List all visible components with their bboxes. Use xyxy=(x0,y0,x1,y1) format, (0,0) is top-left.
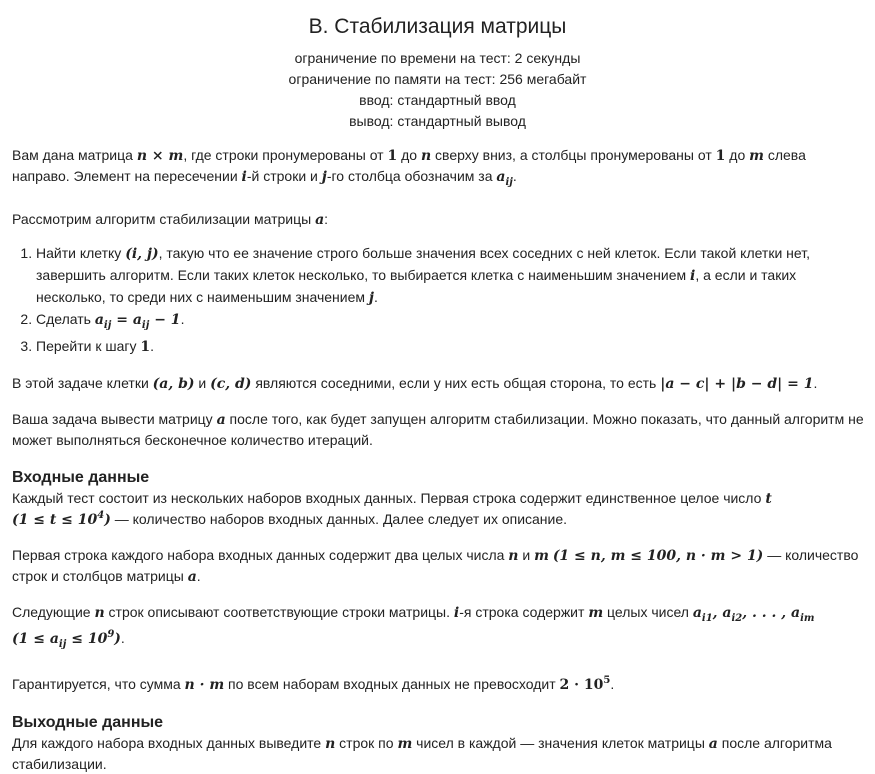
statement-paragraph-4: Ваша задача вывести матрицу a после того, как будет запущен алгоритм стабилизации. Можно показать, что данный алгоритм не может выполняться бесконечное количество итераций. xyxy=(12,410,864,448)
statement-paragraph-3: В этой задаче клетки (a, b) и (c, d) являются соседними, если у них есть общая сторона, то есть |a − c| + |b − d| = 1. xyxy=(12,374,818,392)
algorithm-step-3: 3. Перейти к шагу 1. xyxy=(36,336,867,358)
input-section-title: Входные данные xyxy=(12,468,150,486)
math: j xyxy=(368,289,374,306)
math: $(1 \le t \le 10^4)$ xyxy=(12,509,111,528)
math: $a_{ij}$ xyxy=(496,169,513,188)
math: n xyxy=(508,547,519,564)
output-file: вывод: стандартный вывод xyxy=(349,113,526,129)
math: i xyxy=(690,267,696,284)
math: $(1 \le a_{ij} \le 10^9)$ xyxy=(12,629,121,651)
math: m xyxy=(588,604,604,621)
math: n · m xyxy=(184,677,225,694)
input-paragraph-3: Следующие n строк описывают соответствующие строки матрицы. i-я строка содержит m целых чисел $a_{i1}$, $a_{i2}$, . . . , $a_{im}$ $(1 \le a_{ij} \le 10^9)$. xyxy=(12,603,815,651)
input-paragraph-1: Каждый тест состоит из нескольких наборов входных данных. Первая строка содержит единственное целое число t $(1 \le t \le 10^4)$ — количество наборов входных данных. Далее следует их описание. xyxy=(12,489,772,528)
math: (1 ≤ n, m ≤ 100, n · m > 1) xyxy=(552,547,764,564)
math: (i, j) xyxy=(125,245,159,262)
math: $a_{i1}$, $a_{i2}$, . . . , $a_{im}$ xyxy=(692,604,815,624)
time-limit: ограничение по времени на тест: 2 секунды xyxy=(294,50,581,66)
math: j xyxy=(321,169,327,185)
algorithm-steps xyxy=(12,243,867,358)
math: t xyxy=(765,490,772,507)
math: 1 xyxy=(140,338,151,355)
math: $2 \cdot 10^5$ xyxy=(559,675,611,694)
statement-paragraph-2: Рассмотрим алгоритм стабилизации матрицы a: xyxy=(12,210,329,228)
output-section-title: Выходные данные xyxy=(12,714,164,732)
math: a xyxy=(315,211,325,228)
math: m xyxy=(534,547,549,564)
math: m xyxy=(397,736,413,753)
math: a xyxy=(216,411,226,428)
input-paragraph-2: Первая строка каждого набора входных данных содержит два целых числа n и m (1 ≤ n, m ≤ 100, n · m > 1) — количество строк и столбцов матрицы a. xyxy=(12,546,859,585)
algorithm-step-1: 1. Найти клетку (i, j), такую что ее значение строго больше значения всех соседних с ней клеток. Если такой клетки нет, завершить алгоритм. Если таких клеток несколько, то выбирается клетка с наименьшим значением i, а если и таких несколько, то среди них с наименьшим значением j. xyxy=(36,243,867,309)
math: |a − c| + |b − d| = 1 xyxy=(660,375,814,392)
math: 1 xyxy=(387,148,398,164)
math: i xyxy=(453,604,460,621)
math: (c, d) xyxy=(210,375,252,392)
input-file: ввод: стандартный ввод xyxy=(359,92,516,108)
math: i xyxy=(241,169,247,185)
math: m xyxy=(749,148,764,164)
problem-title: B. Стабилизация матрицы xyxy=(308,15,567,38)
math: (a, b) xyxy=(152,375,195,392)
memory-limit: ограничение по памяти на тест: 256 мегабайт xyxy=(288,71,587,87)
algorithm-step-2: 2. Сделать $a_{ij} = a_{ij} - 1$. xyxy=(36,309,867,336)
problem-statement xyxy=(12,145,867,774)
math: 1 xyxy=(715,148,726,164)
input-paragraph-4: Гарантируется, что сумма n · m по всем наборам входных данных не превосходит $2 \cdot 10^5$. xyxy=(12,675,615,694)
math: n × m xyxy=(136,148,184,164)
math: a xyxy=(708,736,718,753)
math: n xyxy=(94,604,105,621)
math: $a_{ij} = a_{ij} - 1$ xyxy=(94,311,181,331)
statement-paragraph-1: Вам дана матрица n × m, где строки пронумерованы от 1 до n сверху вниз, а столбцы пронумерованы от 1 до m слева направо. Элемент на пересечении i-й строки и j-го столбца обозначим за $a_{ij}$. xyxy=(12,147,806,188)
math: n xyxy=(420,148,432,164)
math: a xyxy=(187,568,197,585)
math: n xyxy=(325,736,336,753)
problem-header xyxy=(0,0,875,132)
output-paragraph-1: Для каждого набора входных данных выведите n строк по m чисел в каждой — значения клеток матрицы a после алгоритма стабилизации. xyxy=(12,735,832,773)
